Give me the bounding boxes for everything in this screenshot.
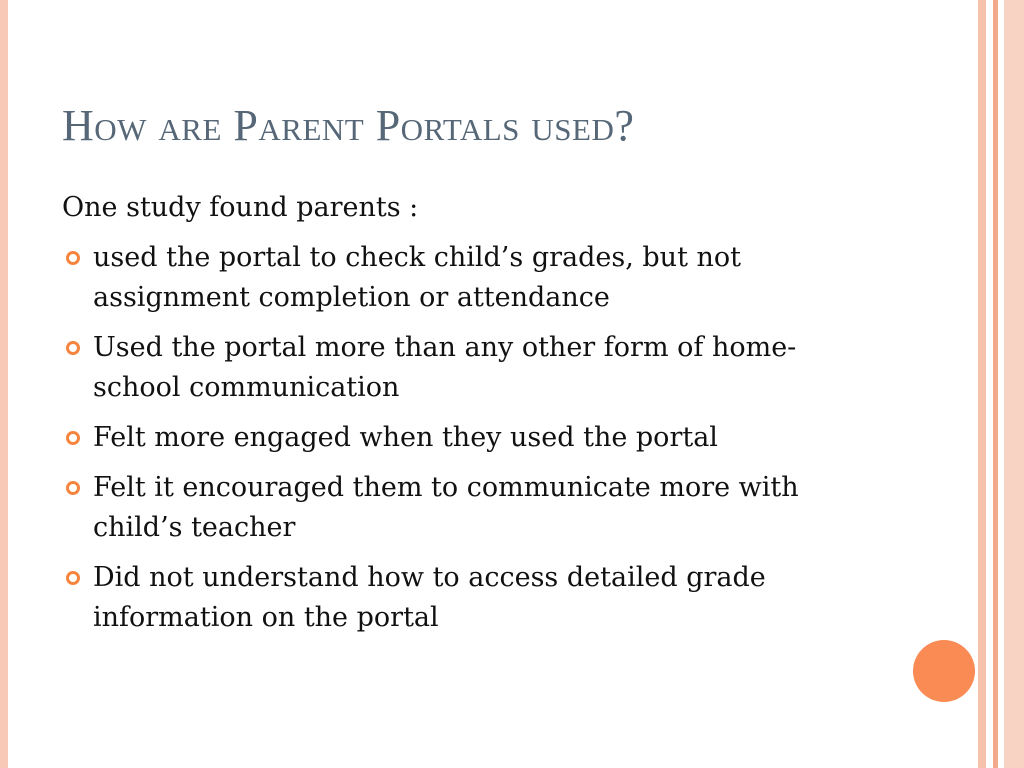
bullet-item <box>62 238 882 318</box>
bullet-icon <box>66 341 80 355</box>
decorative-circle <box>913 640 975 702</box>
slide-title: How are Parent Portals used? <box>62 101 635 150</box>
bullet-item <box>62 468 882 548</box>
border-stripe <box>1004 0 1024 768</box>
bullet-item <box>62 418 882 458</box>
bullet-icon <box>66 431 80 445</box>
slide-body <box>62 188 882 648</box>
bullet-icon <box>66 571 80 585</box>
border-stripe <box>978 0 986 768</box>
bullet-text: used the portal to check child’s grades, but not assignment completion or attendance <box>93 242 741 313</box>
bullet-icon <box>66 481 80 495</box>
bullet-list <box>62 238 882 638</box>
bullet-icon <box>66 251 80 265</box>
bullet-item <box>62 328 882 408</box>
slide-border-left <box>0 0 8 768</box>
bullet-text: Used the portal more than any other form of home-school communication <box>93 332 797 403</box>
bullet-text: Felt more engaged when they used the portal <box>93 422 718 453</box>
border-stripe <box>986 0 993 768</box>
bullet-text: Felt it encouraged them to communicate more with child’s teacher <box>93 472 799 543</box>
bullet-item <box>62 558 882 638</box>
slide-border-right <box>978 0 1024 768</box>
bullet-text: Did not understand how to access detailed grade information on the portal <box>93 562 766 633</box>
intro-text: One study found parents : <box>62 192 419 223</box>
